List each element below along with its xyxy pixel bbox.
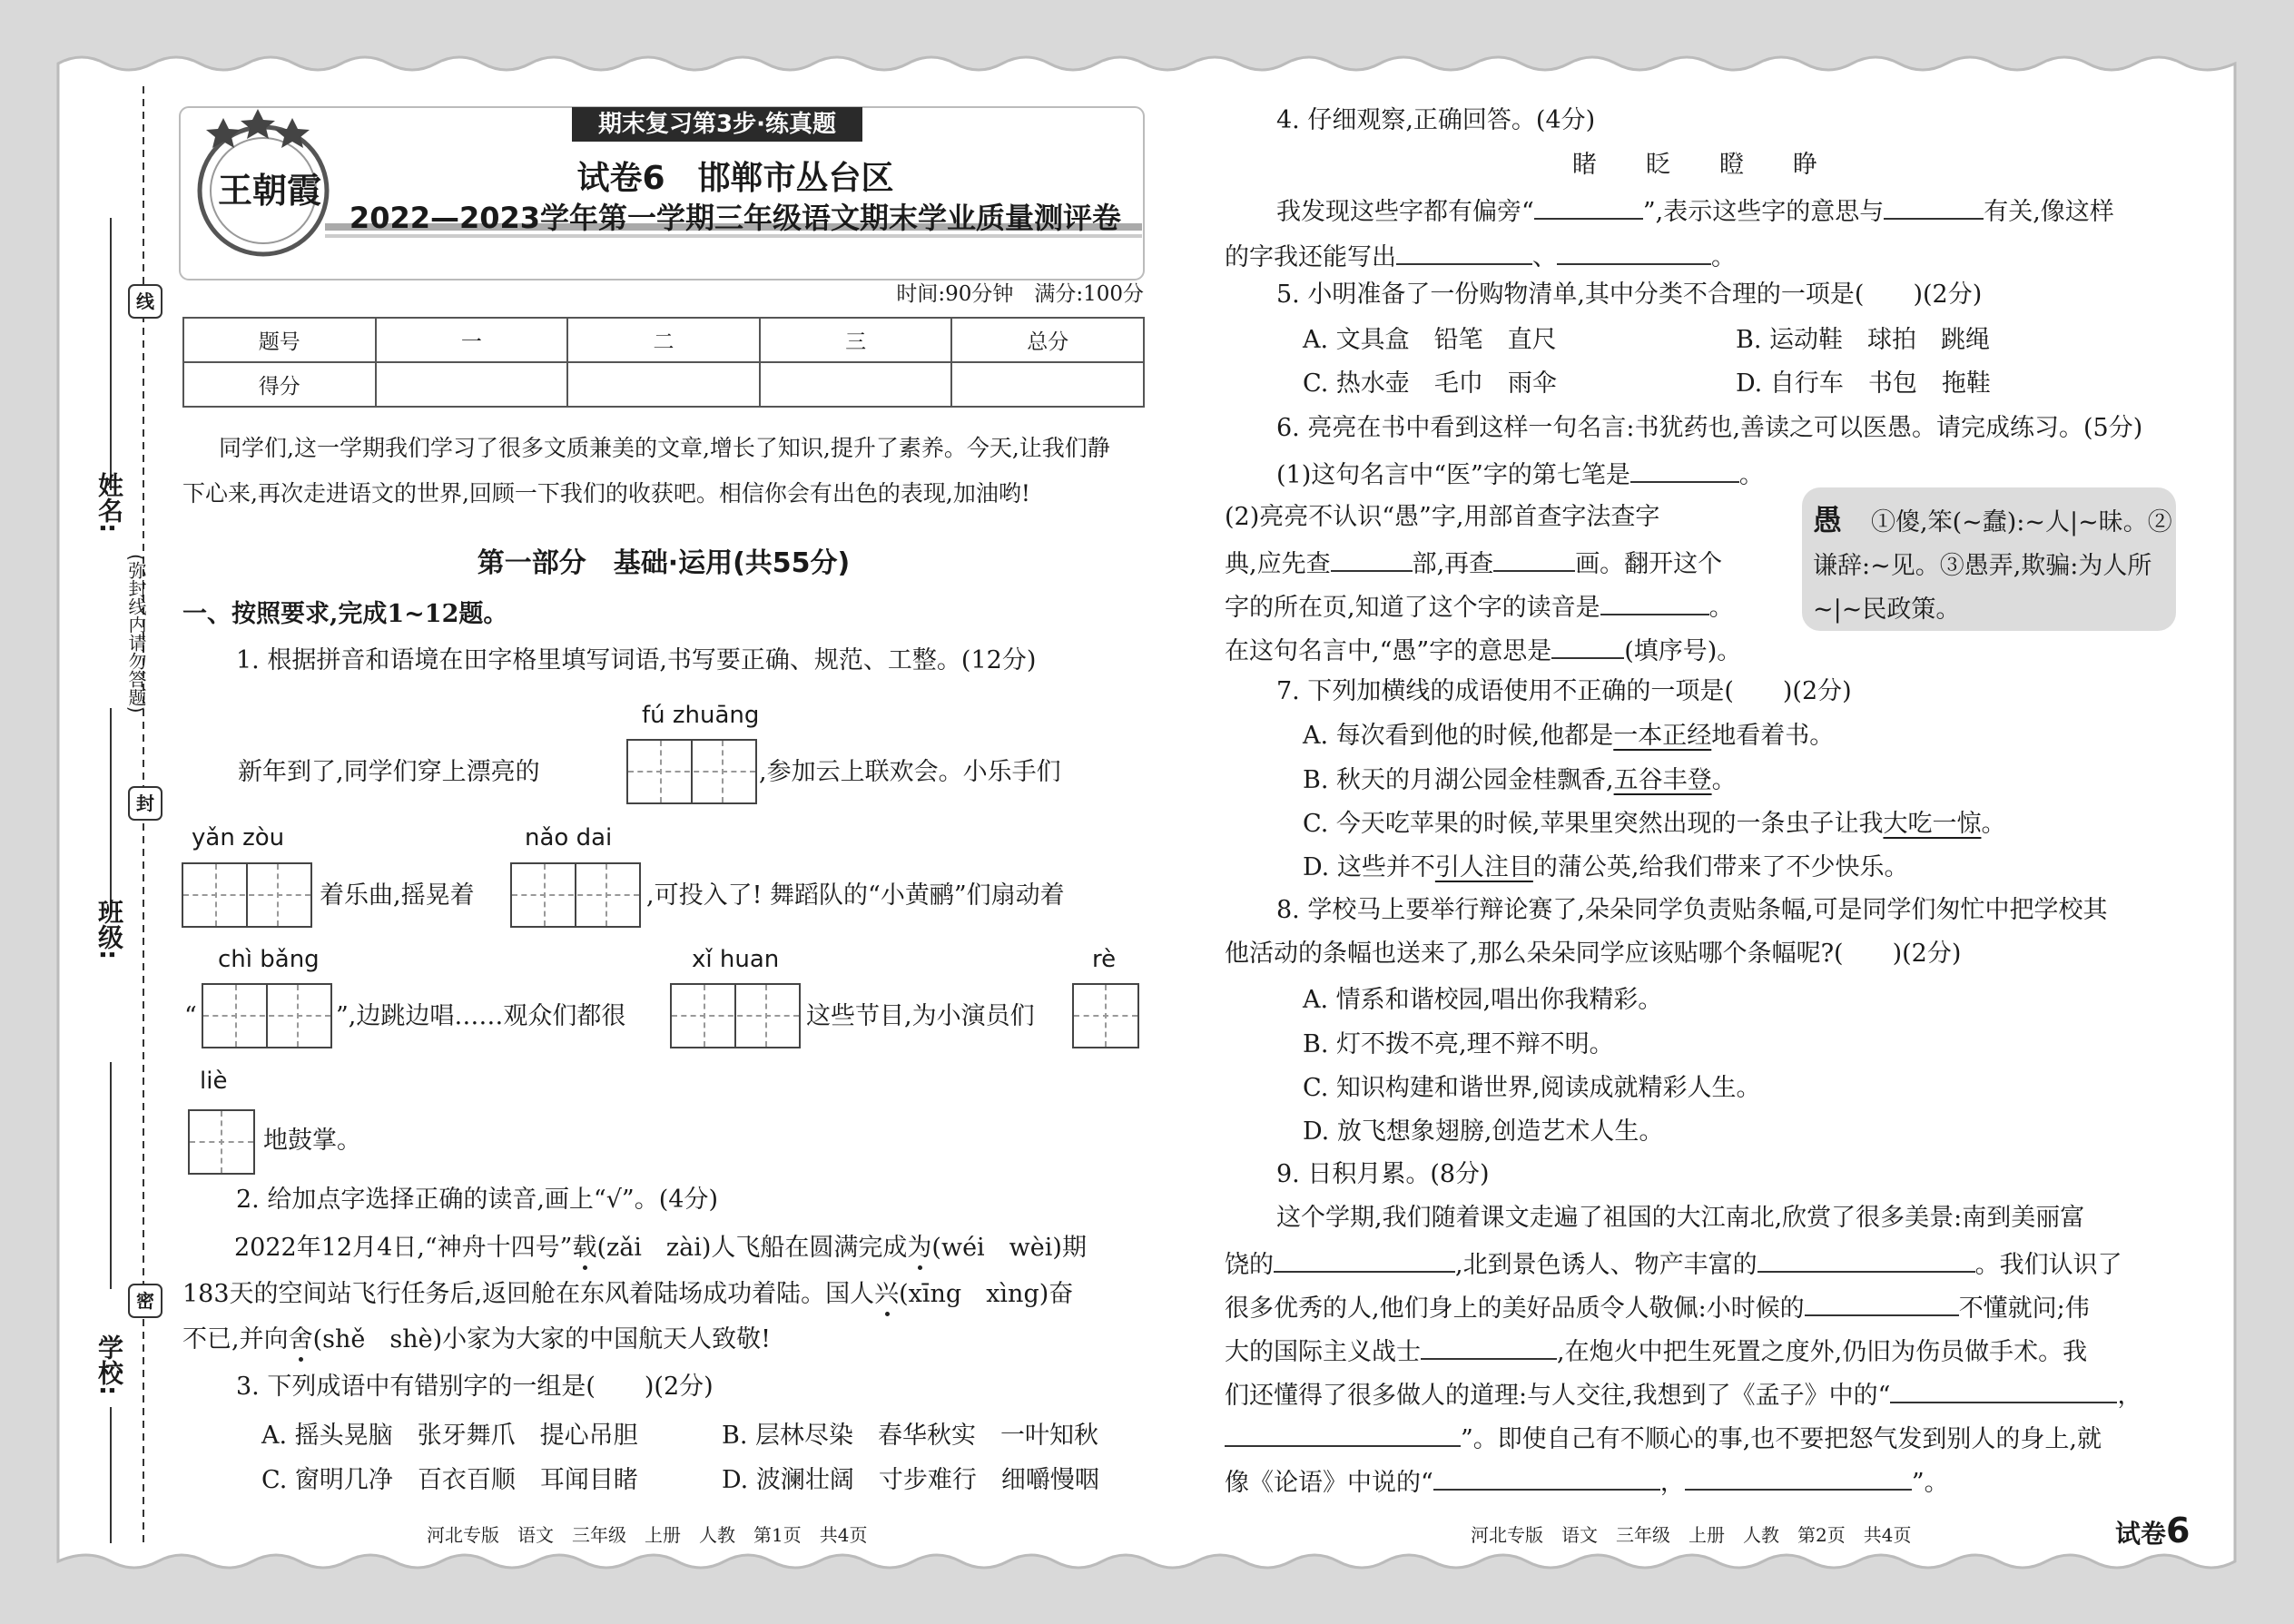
q9-text: 饶的 ,北到景色诱人、物产丰富的 。我们认识了: [1225, 1244, 2122, 1284]
q1-text: “: [184, 1002, 197, 1030]
seal-line: 线: [128, 284, 162, 319]
tianzi-grid-naodai[interactable]: [510, 862, 641, 928]
series-banner: 期末复习第3步·练真题: [598, 111, 836, 138]
q6-part-2: (2)亮亮不认识“愚”字,用部首查字法查字: [1225, 503, 1660, 531]
score-header-cell: 一: [376, 318, 568, 362]
q1-text: 新年到了,同学们穿上漂亮的: [238, 758, 540, 786]
q9-text: 大的国际主义战士 ,在炮火中把生死置之度外,仍旧为伤员做手术。我: [1225, 1331, 2087, 1371]
score-row-label: 得分: [183, 362, 376, 407]
q2-text: 183天的空间站飞行任务后,返回舱在东风着陆场成功着陆。国人兴(xīng xìng)奋: [182, 1276, 1073, 1313]
q1-text: ”,边跳边唱……观众们都很: [336, 1002, 626, 1030]
score-header-cell: 总分: [951, 318, 1144, 362]
q4-text: 我发现这些字都有偏旁“ ”,表示这些字的意思与 有关,像这样: [1276, 191, 2114, 231]
q8-stem: 他活动的条幅也送来了,那么朵朵同学应该贴哪个条幅呢?( )(2分): [1225, 940, 1962, 968]
q5-option-a[interactable]: A. 文具盒 铅笔 直尺: [1303, 326, 1557, 354]
school-label: 学校:: [94, 1334, 124, 1396]
q2-text: 2022年12月4日,“神舟十四号”载(zǎi zài)人飞船在圆满完成为(wéi wèi)期: [234, 1230, 1087, 1266]
paper-number: 试卷6: [2115, 1511, 2191, 1550]
tianzi-grid-yanzou[interactable]: [182, 862, 312, 928]
q1-text: 这些节目,为小演员们: [806, 1002, 1035, 1030]
q1-stem: 1. 根据拼音和语境在田字格里填写词语,书写要正确、规范、工整。(12分): [236, 646, 1037, 674]
score-cell[interactable]: [760, 362, 952, 407]
score-cell[interactable]: [951, 362, 1144, 407]
q7-option-a[interactable]: A. 每次看到他的时候,他都是一本正经地看着书。: [1303, 722, 1835, 750]
gloss-text: 愚 ①傻,笨(~蠢):~人|~昧。②谦辞:~见。③愚弄,欺骗:为人所~|~民政策。: [1813, 503, 2172, 624]
brand-logo-text: 王朝霞: [218, 170, 322, 211]
q5-option-b[interactable]: B. 运动鞋 球拍 跳绳: [1736, 326, 1991, 354]
q9-text: 这个学期,我们随着课文走遍了祖国的大江南北,欣赏了很多美景:南到美丽富: [1276, 1204, 2085, 1232]
q5-option-c[interactable]: C. 热水壶 毛巾 雨伞: [1303, 369, 1557, 398]
part-one-heading: 第一部分 基础·运用(共55分): [477, 547, 851, 579]
pinyin: yǎn zòu: [192, 824, 285, 851]
seal-seal: 封: [128, 786, 162, 821]
q5-stem: 5. 小明准备了一份购物清单,其中分类不合理的一项是( )(2分): [1276, 281, 1983, 309]
q3-option-d[interactable]: D. 波澜壮阔 寸步难行 细嚼慢咽: [722, 1466, 1099, 1494]
q9-text: 们还懂得了很多做人的道理:与人交往,我想到了《孟子》中的“ ，: [1225, 1374, 2141, 1414]
q4-stem: 4. 仔细观察,正确回答。(4分): [1276, 106, 1596, 134]
q1-text: 地鼓掌。: [263, 1127, 361, 1155]
pinyin: rè: [1092, 946, 1117, 973]
q1-text: ,可投入了! 舞蹈队的“小黄鹂”们扇动着: [646, 881, 1065, 910]
tianzi-grid-lie[interactable]: [188, 1109, 255, 1175]
intro-line-1: 同学们,这一学期我们学习了很多文质兼美的文章,增长了知识,提升了素养。今天,让我们静: [219, 435, 1110, 461]
time-and-score: 时间:90分钟 满分:100分: [896, 282, 1144, 306]
page-footer-left: 河北专版 语文 三年级 上册 人教 第1页 共4页: [427, 1524, 868, 1546]
score-header-cell: 题号: [183, 318, 376, 362]
q9-text: 很多优秀的人,他们身上的美好品质令人敬佩:小时候的 不懂就问;伟: [1225, 1287, 2090, 1327]
q9-text: 像《论语》中说的“ ， ”。: [1225, 1462, 1949, 1501]
q3-option-a[interactable]: A. 摇头晃脑 张牙舞爪 提心吊胆: [261, 1422, 638, 1450]
q7-option-d[interactable]: D. 这些并不引人注目的蒲公英,给我们带来了不少快乐。: [1303, 853, 1909, 881]
q6-part-2: 在这句名言中,“愚”字的意思是 (填序号)。: [1225, 630, 1741, 670]
q6-part-2: 字的所在页,知道了这个字的读音是 。: [1225, 586, 1734, 626]
name-label: 姓名:: [94, 472, 124, 534]
tianzi-grid-xihuan[interactable]: [670, 983, 801, 1048]
section-one-heading: 一、按照要求,完成1~12题。: [182, 600, 508, 628]
pinyin: liè: [200, 1068, 228, 1095]
paper-title: 试卷6 邯郸市丛台区: [576, 160, 894, 197]
tianzi-grid-chibang[interactable]: [202, 983, 332, 1048]
paper-subtitle: 2022—2023学年第一学期三年级语文期末学业质量测评卷: [349, 201, 1122, 235]
no-answer-warning: (弥封线内请勿答题): [125, 554, 147, 714]
q7-stem: 7. 下列加横线的成语使用不正确的一项是( )(2分): [1276, 677, 1852, 705]
seal-secret: 密: [128, 1284, 162, 1318]
q8-option-c[interactable]: C. 知识构建和谐世界,阅读成就精彩人生。: [1303, 1074, 1761, 1102]
q8-option-d[interactable]: D. 放飞想象翅膀,创造艺术人生。: [1303, 1117, 1664, 1146]
score-cell[interactable]: [567, 362, 760, 407]
q8-stem: 8. 学校马上要举行辩论赛了,朵朵同学负责贴条幅,可是同学们匆忙中把学校其: [1276, 896, 2108, 924]
score-cell[interactable]: [376, 362, 568, 407]
score-table: [182, 317, 1145, 408]
pinyin: xǐ huan: [692, 946, 780, 973]
intro-line-2: 下心来,再次走进语文的世界,回顾一下我们的收获吧。相信你会有出色的表现,加油哟!: [182, 480, 1030, 507]
q4-text: 的字我还能写出 、 。: [1225, 236, 1736, 276]
q4-characters: 睹 眨 瞪 睁: [1572, 151, 1817, 179]
q3-option-c[interactable]: C. 窗明几净 百衣百顺 耳闻目睹: [261, 1466, 638, 1494]
q6-part-1: (1)这句名言中“医”字的第七笔是 。: [1276, 454, 1764, 494]
pinyin: chì bǎng: [218, 946, 320, 973]
q7-option-c[interactable]: C. 今天吃苹果的时候,苹果里突然出现的一条虫子让我大吃一惊。: [1303, 810, 2006, 838]
q3-stem: 3. 下列成语中有错别字的一组是( )(2分): [236, 1373, 714, 1401]
q8-option-a[interactable]: A. 情系和谐校园,唱出你我精彩。: [1303, 986, 1663, 1014]
q5-option-d[interactable]: D. 自行车 书包 拖鞋: [1736, 369, 1991, 398]
class-label: 班级:: [94, 899, 124, 960]
q1-text: 着乐曲,摇晃着: [320, 881, 475, 910]
q9-stem: 9. 日积月累。(8分): [1276, 1160, 1490, 1188]
q2-stem: 2. 给加点字选择正确的读音,画上“√”。(4分): [236, 1186, 718, 1214]
tianzi-grid-re[interactable]: [1072, 983, 1139, 1048]
q7-option-b[interactable]: B. 秋天的月湖公园金桂飘香,五谷丰登。: [1303, 766, 1737, 794]
page-footer-right: 河北专版 语文 三年级 上册 人教 第2页 共4页: [1471, 1524, 1912, 1546]
score-header-cell: 二: [567, 318, 760, 362]
score-header-cell: 三: [760, 318, 952, 362]
pinyin: fú zhuāng: [642, 702, 760, 729]
q6-part-2: 典,应先查 部,再查 画。翻开这个: [1225, 543, 1722, 583]
q9-text: ”。即使自己有不顺心的事,也不要把怒气发到别人的身上,就: [1225, 1418, 2102, 1458]
pinyin: nǎo dai: [525, 824, 613, 851]
dictionary-gloss-box: [1802, 487, 2176, 631]
q2-text: 不已,并向舍(shě shè)小家为大家的中国航天人致敬!: [182, 1322, 771, 1358]
q1-text: ,参加云上联欢会。小乐手们: [759, 758, 1061, 786]
tianzi-grid-fuzhuang[interactable]: [626, 739, 757, 804]
q6-stem: 6. 亮亮在书中看到这样一句名言:书犹药也,善读之可以医愚。请完成练习。(5分): [1276, 414, 2143, 442]
q8-option-b[interactable]: B. 灯不拨不亮,理不辩不明。: [1303, 1030, 1614, 1058]
q3-option-b[interactable]: B. 层林尽染 春华秋实 一叶知秋: [722, 1422, 1099, 1450]
